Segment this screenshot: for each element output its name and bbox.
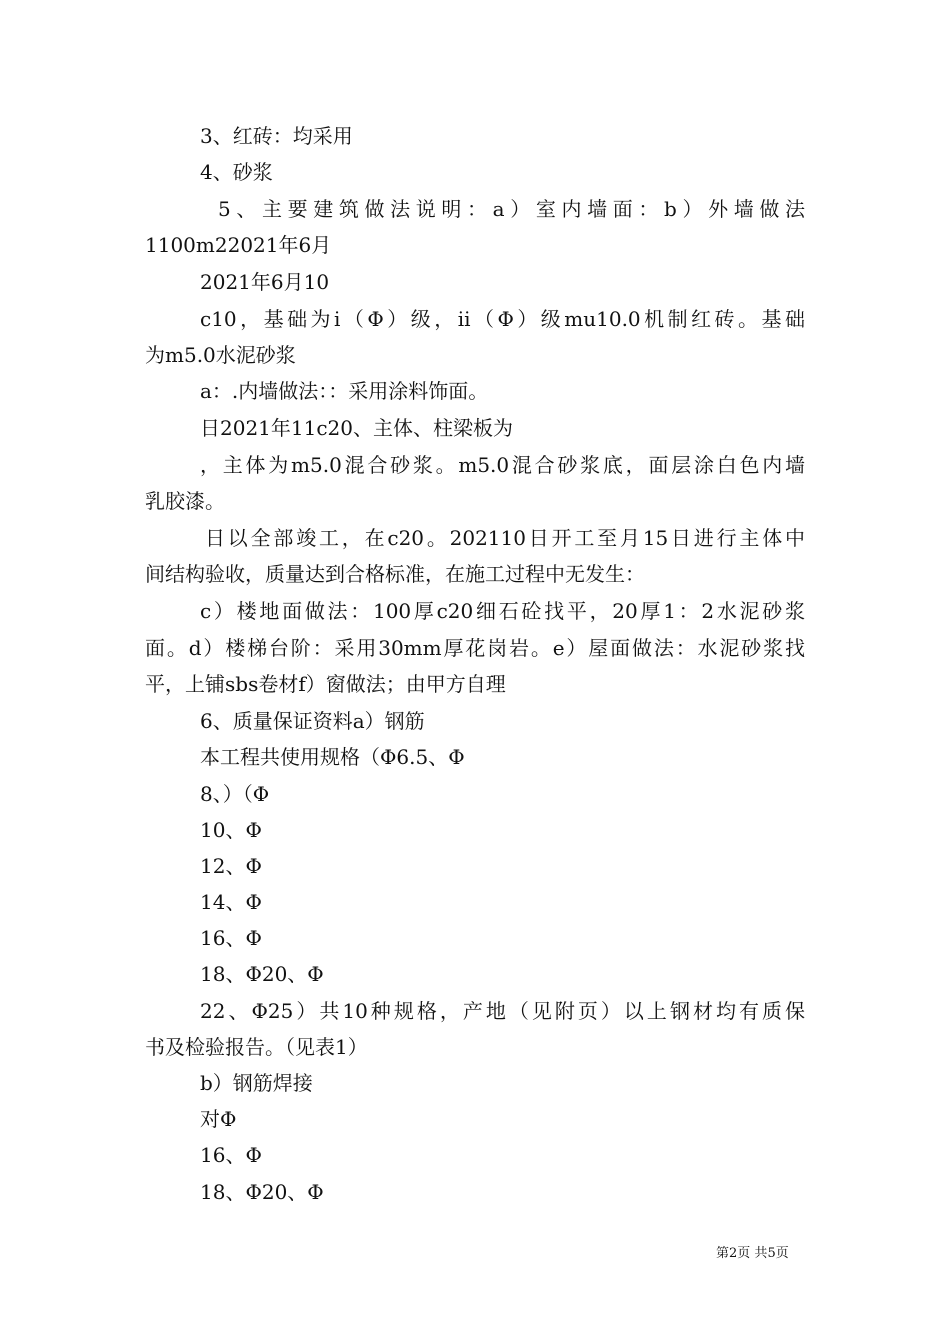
text-line: b）钢筋焊接 [200,1071,313,1095]
text-line: 16、Φ [200,1143,262,1167]
text-line: 为m5.0水泥砂浆 [145,343,296,367]
text-line: 本工程共使用规格（Φ6.5、Φ [200,745,465,769]
text-line: a：.内墙做法：：采用涂料饰面。 [200,379,489,403]
text-line: 16、Φ [200,926,262,950]
text-line: c）楼地面做法：100厚c20细石砼找平，20厚1：2水泥砂浆 [200,599,805,623]
text-line: 书及检验报告。（见表1） [145,1035,368,1059]
text-line: 18、Φ20、Φ [200,962,324,986]
text-line: 日2021年11c20、主体、柱梁板为 [200,416,513,440]
text-line: 12、Φ [200,854,262,878]
footer-page-number: 2 [729,1246,738,1261]
footer-middle: 页 共 [737,1246,768,1261]
page-footer [716,1246,789,1262]
footer-suffix: 页 [775,1246,789,1261]
text-line: 1100m22021年6月 [145,233,332,257]
text-line: c10，基础为i（Φ）级，ii（Φ）级mu10.0机制红砖。基础 [200,307,805,331]
footer-total-pages: 5 [767,1246,776,1261]
text-line: 5、主要建筑做法说明：a）室内墙面：b）外墙做法 [218,197,805,221]
footer-prefix: 第 [716,1246,730,1261]
text-line: 22、Φ25）共10种规格，产地（见附页）以上钢材均有质保 [200,999,805,1023]
text-line: 2021年6月10 [200,270,330,294]
text-line: 乳胶漆。 [145,489,225,513]
text-line: 8、）（Φ [200,782,270,806]
text-line: 日以全部竣工，在c20。202110日开工至月15日进行主体中 [205,526,805,550]
text-line: ，主体为m5.0混合砂浆。m5.0混合砂浆底，面层涂白色内墙 [200,453,805,477]
text-line: 面。d）楼梯台阶：采用30mm厚花岗岩。e）屋面做法：水泥砂浆找 [145,636,805,660]
text-line: 间结构验收，质量达到合格标准，在施工过程中无发生： [145,562,645,586]
text-line: 4、砂浆 [200,160,273,184]
text-line: 10、Φ [200,818,262,842]
text-line: 平，上铺sbs卷材f）窗做法；由甲方自理 [145,672,506,696]
text-line: 3、红砖：均采用 [200,124,353,148]
text-line: 18、Φ20、Φ [200,1180,324,1204]
text-line: 14、Φ [200,890,262,914]
text-line: 对Φ [200,1107,237,1131]
text-line: 6、质量保证资料a）钢筋 [200,709,425,733]
